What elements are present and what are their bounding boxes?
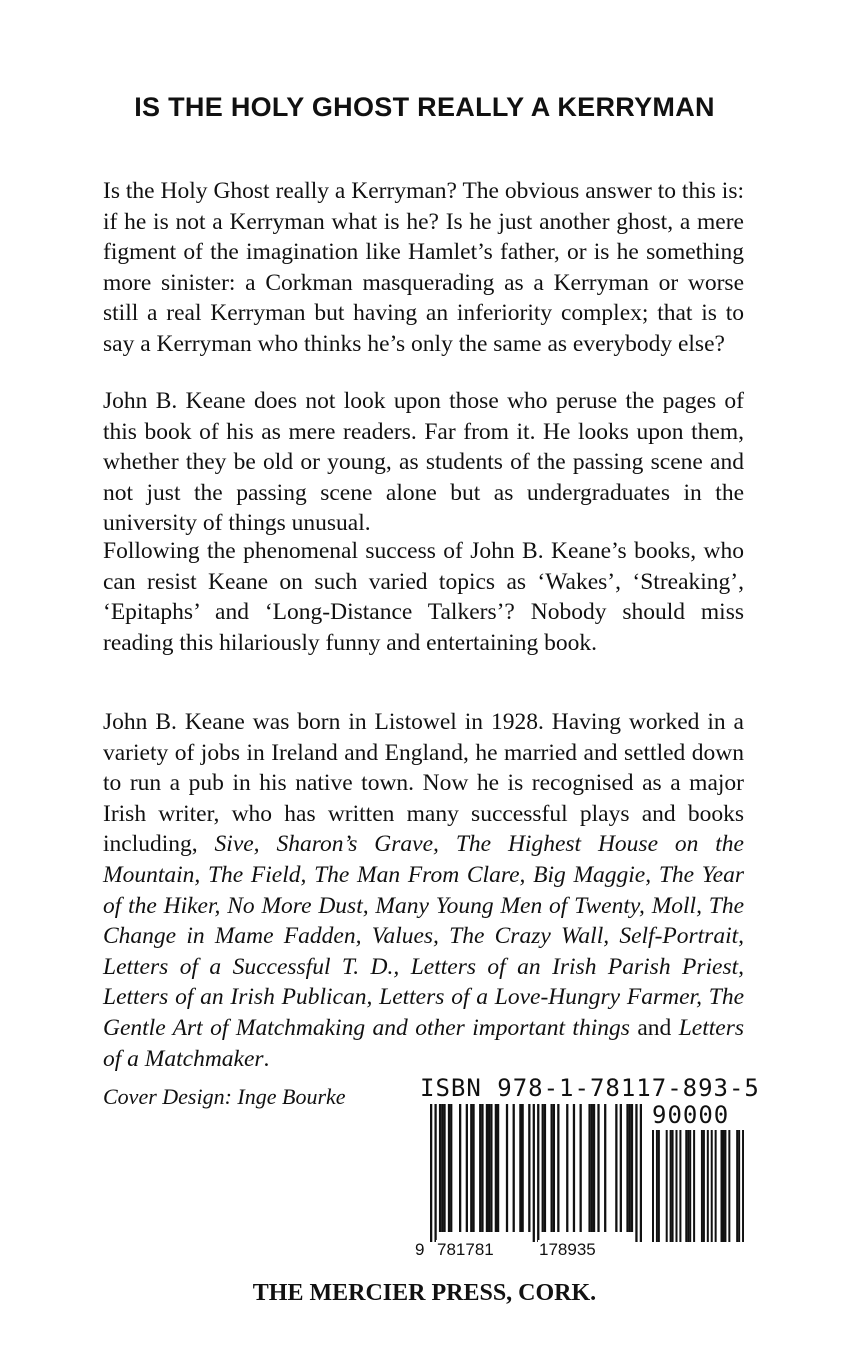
- addon-bar: [721, 1130, 723, 1242]
- barcode-digits-left: 781781: [437, 1240, 494, 1259]
- barcode-bar: [490, 1104, 492, 1232]
- addon-bar: [666, 1130, 668, 1242]
- barcode-guard-bar: [430, 1104, 432, 1242]
- addon-bar: [728, 1130, 730, 1242]
- addon-bar: [689, 1130, 691, 1242]
- bio-end: .: [263, 1045, 270, 1072]
- book-title-item: Sive,: [214, 831, 260, 858]
- book-title-item: Letters of a Successful T. D.,: [103, 953, 400, 980]
- author-bio: [103, 707, 744, 1074]
- barcode-bar: [629, 1104, 631, 1232]
- addon-bar: [652, 1130, 654, 1242]
- barcode-bar: [481, 1104, 483, 1232]
- bio-book-list: [103, 831, 744, 1071]
- book-title-item: The Change in Mame Fadden,: [103, 892, 745, 950]
- book-title-item: Letters of an Irish Publican,: [103, 984, 373, 1011]
- barcode-bar: [597, 1104, 599, 1232]
- barcode-bar: [580, 1104, 582, 1232]
- isbn-barcode: [430, 1104, 642, 1242]
- price-barcode: [652, 1130, 744, 1242]
- barcode-bar: [620, 1104, 622, 1232]
- addon-bar: [701, 1130, 703, 1242]
- barcode-bar: [551, 1104, 553, 1232]
- book-title-item: Sharon’s Grave,: [276, 831, 439, 858]
- barcode-bar: [566, 1104, 568, 1232]
- cover-design-credit: Cover Design: Inge Bourke: [103, 1084, 346, 1109]
- barcode-bar: [573, 1104, 575, 1232]
- barcode-guard-bar: [635, 1104, 637, 1242]
- barcode-bar: [459, 1104, 461, 1232]
- barcode-bar: [513, 1104, 515, 1232]
- book-title-item: Values,: [371, 923, 439, 950]
- addon-bar: [722, 1130, 724, 1242]
- book-title-item: The Man From Clare,: [314, 861, 526, 888]
- blurb-paragraph-3: Following the phenomenal success of John B. Keane’s books, who can resist Keane on such varied topics as ‘Wakes’, ‘Streaking’, ‘Epitaphs’ and ‘Long-Distance Talkers’? Nobody should miss reading this hilariously funny and entertaining book.: [103, 538, 744, 656]
- book-title-item: Letters of an Irish Parish Priest,: [410, 953, 745, 980]
- book-title-item: Self-Portrait,: [619, 923, 745, 950]
- barcode-digits-right: 178935: [539, 1240, 596, 1259]
- barcode-bar: [521, 1104, 523, 1232]
- book-title-item: The Crazy Wall,: [449, 923, 610, 950]
- addon-bar: [685, 1130, 687, 1242]
- addon-bar: [672, 1130, 674, 1242]
- addon-bar: [658, 1130, 660, 1242]
- book-title-item: Many Young Men of Twenty,: [375, 892, 645, 919]
- blurb-paragraph-2: John B. Keane does not look upon those who peruse the pages of this book of his as mere readers. Far from it. He looks upon them, whether they be old or young, as students of the passing scene and not just the passing scene alone but as undergraduates in the university of things unusual.: [103, 388, 744, 537]
- barcode-bar: [542, 1104, 544, 1232]
- book-title-item: The Year of the Hiker,: [103, 861, 745, 919]
- addon-bar: [738, 1130, 740, 1242]
- addon-bar: [687, 1130, 689, 1242]
- addon-bar: [679, 1130, 681, 1242]
- barcode-bar: [591, 1104, 593, 1232]
- barcode-bar: [497, 1104, 499, 1232]
- barcode-digit-lead: 9: [415, 1240, 425, 1259]
- book-title-item: Big Maggie,: [533, 861, 652, 888]
- barcode-bar: [495, 1104, 497, 1232]
- addon-bar: [656, 1130, 658, 1242]
- addon-bar: [693, 1130, 695, 1242]
- barcode-guard-bar: [640, 1104, 642, 1242]
- barcode-bar: [466, 1104, 468, 1232]
- bio-intro: John B. Keane was born in Listowel in 1928. Having worked in a variety of jobs in Ireland and England, he married and settled down to run a pub in his native town. Now he is recognised as a major Irish writer, who has written many successful plays and books including,: [103, 709, 744, 858]
- addon-bar: [736, 1130, 738, 1242]
- addon-bar: [703, 1130, 705, 1242]
- barcode-bar: [448, 1104, 450, 1232]
- barcode-bar: [439, 1104, 441, 1232]
- price-code-label: 90000: [652, 1101, 730, 1129]
- barcode-bar: [450, 1104, 452, 1232]
- addon-bar: [724, 1130, 726, 1242]
- addon-bar: [715, 1130, 717, 1242]
- barcode-bar: [528, 1104, 530, 1232]
- barcode-bar: [553, 1104, 555, 1232]
- barcode-bar: [443, 1104, 445, 1232]
- barcode-bar: [615, 1104, 617, 1232]
- book-title-item: The Field,: [207, 861, 307, 888]
- isbn-label: ISBN 978-1-78117-893-5: [420, 1074, 760, 1102]
- book-title-item: Moll,: [651, 892, 702, 919]
- barcode-bar: [588, 1104, 590, 1232]
- barcode-bar: [626, 1104, 628, 1232]
- publisher-name: THE MERCIER PRESS, CORK.: [252, 1280, 597, 1306]
- book-title-item: Letters of a Love-Hungry Farmer,: [379, 984, 702, 1011]
- book-title-item: No More Dust,: [227, 892, 369, 919]
- addon-bar: [675, 1130, 677, 1242]
- book-title-item: The Highest House on the Mountain,: [103, 831, 744, 888]
- addon-bar: [711, 1130, 713, 1242]
- bio-and-word: and: [637, 1014, 672, 1041]
- barcode-bar: [604, 1104, 606, 1232]
- barcode-bar: [593, 1104, 595, 1232]
- barcode-guard-bar: [434, 1104, 436, 1242]
- book-title: IS THE HOLY GHOST REALLY A KERRYMAN: [134, 92, 715, 122]
- barcode-bar: [557, 1104, 559, 1232]
- barcode-bar: [479, 1104, 481, 1232]
- barcode-bar: [470, 1104, 472, 1232]
- barcode-bar: [488, 1104, 490, 1232]
- addon-bar: [707, 1130, 709, 1242]
- barcode-bar: [544, 1104, 546, 1232]
- barcode-bar: [486, 1104, 488, 1232]
- barcode-bar: [472, 1104, 474, 1232]
- book-title-item: The Gentle Art of Matchmaking and other important things: [103, 984, 745, 1041]
- barcode-bar: [519, 1104, 521, 1232]
- blurb-paragraph-1: Is the Holy Ghost really a Kerryman? The obvious answer to this is: if he is not a Kerryman what is he? Is he just another ghost, a mere figment of the imagination like Hamlet’s father, or is he something more sinister: a Corkman masquerading as a Kerryman or worse still a real Kerryman but having an inferiority complex; that is to say a Kerryman who thinks he’s only the same as everybody else?: [103, 178, 744, 357]
- barcode-bar: [506, 1104, 508, 1232]
- book-title-item: Letters of a Matchmaker: [103, 1014, 744, 1072]
- addon-bar: [742, 1130, 744, 1242]
- barcode-bar: [441, 1104, 443, 1232]
- barcode-guard-bar: [537, 1104, 539, 1242]
- barcode-bar: [631, 1104, 633, 1232]
- addon-bar: [670, 1130, 672, 1242]
- barcode-guard-bar: [533, 1104, 535, 1242]
